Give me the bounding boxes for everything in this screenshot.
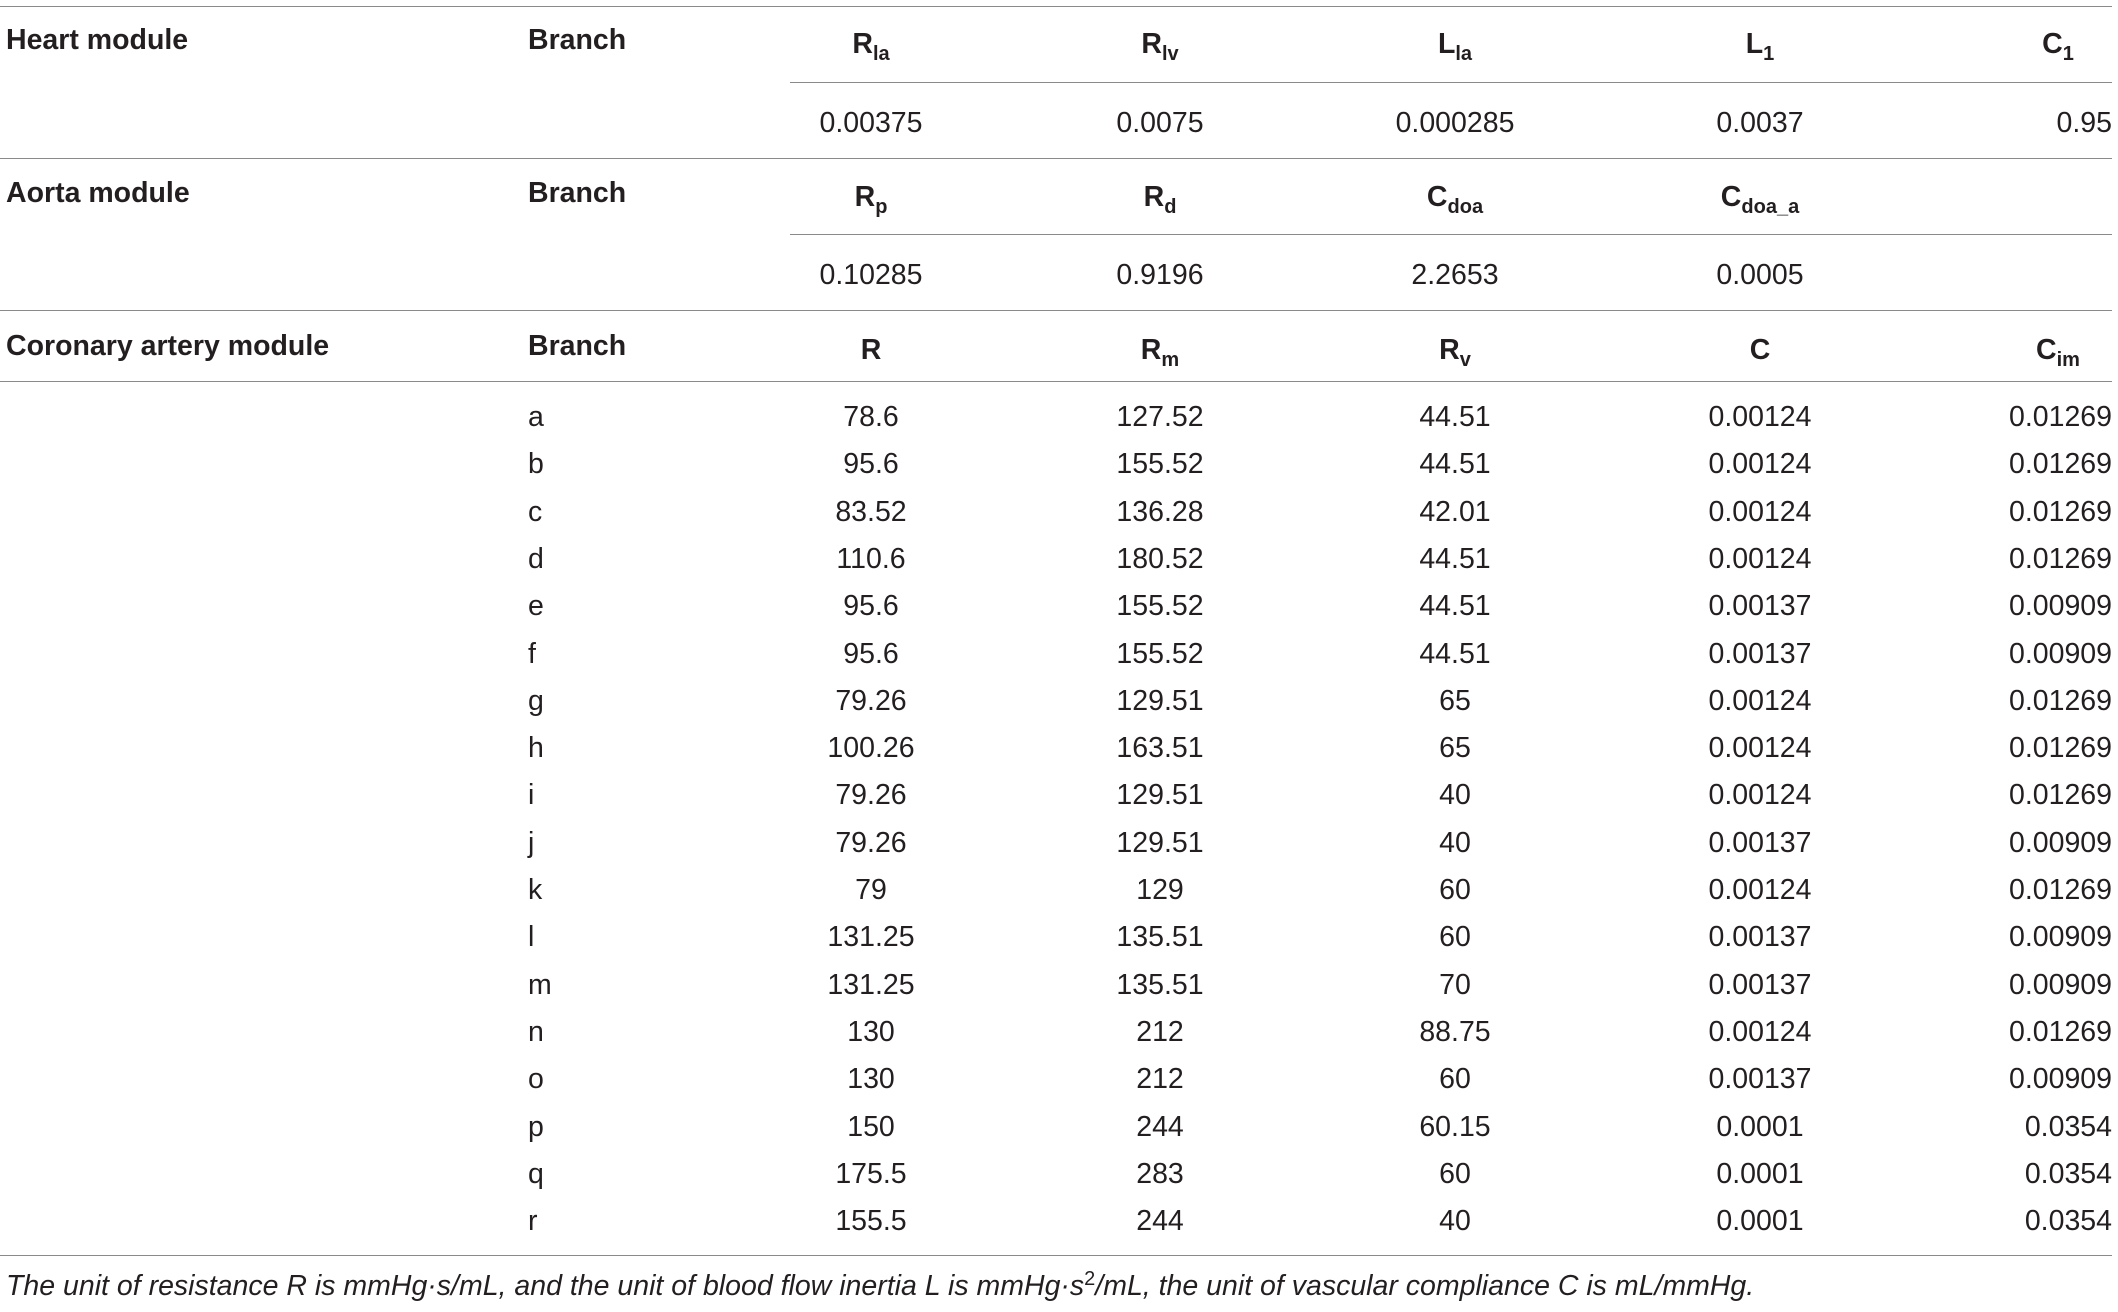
coronary-param-value: 0.01269 <box>2008 543 2112 575</box>
coronary-param-value: 130 <box>847 1063 895 1095</box>
coronary-branch-label: q <box>528 1158 544 1190</box>
coronary-param-value: 131.25 <box>827 921 915 953</box>
coronary-param-value: 44.51 <box>1419 590 1491 622</box>
coronary-param-value: 135.51 <box>1116 969 1204 1001</box>
coronary-param-header <box>2036 333 2080 371</box>
coronary-param-value: 129.51 <box>1116 827 1204 859</box>
coronary-branch-label: l <box>528 921 535 953</box>
heart-param-header-subscript: la <box>1455 43 1473 65</box>
coronary-branch-header: Branch <box>528 330 627 362</box>
coronary-param-header-symbol: C <box>1749 334 1771 366</box>
coronary-param-value: 244 <box>1136 1205 1184 1237</box>
aorta-param-value: 2.2653 <box>1411 259 1499 291</box>
coronary-param-value: 0.01269 <box>2008 448 2112 480</box>
coronary-param-value: 100.26 <box>827 732 915 764</box>
coronary-param-value: 0.00909 <box>2008 827 2112 859</box>
coronary-param-value: 0.00124 <box>1708 874 1812 906</box>
table-footnote <box>6 1269 1754 1303</box>
coronary-param-header-symbol: C <box>2036 334 2057 366</box>
heart-header-rule <box>790 82 2112 83</box>
coronary-param-header-subscript: im <box>2056 349 2080 371</box>
table-top-rule <box>0 6 2112 7</box>
coronary-param-value: 0.00124 <box>1708 543 1812 575</box>
coronary-param-value: 0.00909 <box>2008 921 2112 953</box>
coronary-param-value: 0.00137 <box>1708 638 1812 670</box>
coronary-param-value: 60 <box>1439 1063 1471 1095</box>
footnote-text-1: The unit of resistance R is mmHg·s/mL, and the unit of blood flow inertia L is mmHg·s <box>6 1270 1085 1302</box>
aorta-param-header <box>1143 180 1177 218</box>
heart-param-value: 0.95 <box>2056 107 2112 139</box>
heart-section-rule <box>0 158 2112 159</box>
aorta-section-rule <box>0 310 2112 311</box>
coronary-branch-label: g <box>528 685 544 717</box>
coronary-param-header-subscript: v <box>1459 349 1471 371</box>
coronary-branch-label: a <box>528 401 544 433</box>
coronary-param-value: 0.01269 <box>2008 1016 2112 1048</box>
coronary-param-value: 0.00909 <box>2008 638 2112 670</box>
coronary-param-value: 88.75 <box>1419 1016 1491 1048</box>
coronary-param-value: 79 <box>855 874 887 906</box>
coronary-param-value: 0.00137 <box>1708 590 1812 622</box>
coronary-branch-label: f <box>528 638 536 670</box>
heart-param-header-symbol: L <box>1745 28 1764 60</box>
aorta-param-header-subscript: d <box>1164 196 1177 218</box>
aorta-param-value: 0.10285 <box>819 259 923 291</box>
coronary-param-value: 110.6 <box>836 543 906 575</box>
aorta-param-header-symbol: C <box>1720 181 1742 213</box>
coronary-branch-label: b <box>528 448 544 480</box>
heart-param-header <box>852 27 890 65</box>
coronary-param-value: 180.52 <box>1116 543 1204 575</box>
coronary-param-header <box>861 333 882 367</box>
heart-param-value: 0.0037 <box>1716 107 1804 139</box>
coronary-branch-label: i <box>528 779 535 811</box>
coronary-param-value: 70 <box>1439 969 1471 1001</box>
aorta-param-value: 0.9196 <box>1116 259 1204 291</box>
coronary-param-value: 0.00137 <box>1708 827 1812 859</box>
coronary-param-value: 0.0001 <box>1716 1158 1804 1190</box>
coronary-param-value: 0.00124 <box>1708 401 1812 433</box>
footnote-superscript: 2 <box>1084 1268 1096 1290</box>
coronary-param-header <box>1140 333 1180 371</box>
coronary-branch-label: c <box>528 496 543 528</box>
heart-param-header-subscript: lv <box>1161 43 1179 65</box>
heart-param-header-subscript: la <box>872 43 890 65</box>
aorta-param-header-symbol: R <box>1143 181 1165 213</box>
coronary-branch-label: e <box>528 590 544 622</box>
coronary-param-header <box>1439 333 1471 371</box>
heart-param-header-symbol: C <box>2042 28 2063 60</box>
coronary-param-value: 0.01269 <box>2008 685 2112 717</box>
coronary-param-value: 212 <box>1136 1063 1184 1095</box>
coronary-param-value: 79.26 <box>835 779 907 811</box>
coronary-header-rule <box>0 381 2112 382</box>
coronary-param-value: 0.0354 <box>2024 1158 2112 1190</box>
heart-branch-header: Branch <box>528 24 627 56</box>
coronary-param-value: 40 <box>1439 779 1471 811</box>
coronary-param-value: 0.0001 <box>1716 1111 1804 1143</box>
coronary-param-value: 129.51 <box>1116 685 1204 717</box>
heart-param-header-subscript: 1 <box>2062 43 2074 65</box>
coronary-param-value: 0.0354 <box>2024 1111 2112 1143</box>
coronary-param-value: 95.6 <box>843 448 899 480</box>
coronary-param-value: 44.51 <box>1419 401 1491 433</box>
coronary-param-value: 212 <box>1136 1016 1184 1048</box>
coronary-param-value: 283 <box>1136 1158 1184 1190</box>
aorta-param-header-subscript: doa_a <box>1741 196 1800 218</box>
coronary-param-value: 79.26 <box>835 685 907 717</box>
heart-param-header-symbol: L <box>1437 28 1456 60</box>
coronary-param-value: 0.00124 <box>1708 448 1812 480</box>
coronary-param-value: 0.00909 <box>2008 969 2112 1001</box>
coronary-branch-label: p <box>528 1111 544 1143</box>
coronary-param-header-symbol: R <box>1140 334 1162 366</box>
coronary-param-value: 130 <box>847 1016 895 1048</box>
coronary-param-value: 95.6 <box>843 638 899 670</box>
coronary-param-value: 155.52 <box>1116 590 1204 622</box>
heart-param-header <box>1745 27 1775 65</box>
aorta-param-header <box>854 180 888 218</box>
heart-module-title: Heart module <box>6 24 189 56</box>
coronary-param-value: 0.00124 <box>1708 779 1812 811</box>
coronary-branch-label: o <box>528 1063 544 1095</box>
coronary-param-value: 0.00137 <box>1708 921 1812 953</box>
heart-param-value: 0.0075 <box>1116 107 1204 139</box>
aorta-param-header <box>1426 180 1484 218</box>
heart-param-header <box>2042 27 2074 65</box>
coronary-param-header-symbol: R <box>860 334 882 366</box>
coronary-param-value: 155.52 <box>1116 448 1204 480</box>
coronary-param-value: 131.25 <box>827 969 915 1001</box>
coronary-param-header-subscript: m <box>1161 349 1180 371</box>
table-bottom-rule <box>0 1255 2112 1256</box>
aorta-param-header-symbol: C <box>1426 181 1448 213</box>
coronary-param-value: 129 <box>1136 874 1184 906</box>
coronary-param-value: 65 <box>1439 732 1471 764</box>
coronary-param-value: 60 <box>1439 874 1471 906</box>
coronary-param-value: 0.00124 <box>1708 1016 1812 1048</box>
coronary-param-value: 0.01269 <box>2008 874 2112 906</box>
footnote-text-2: /mL, the unit of vascular compliance C is mL/mmHg. <box>1095 1270 1755 1302</box>
coronary-param-header-symbol: R <box>1439 334 1460 366</box>
coronary-branch-label: h <box>528 732 544 764</box>
aorta-branch-header: Branch <box>528 177 627 209</box>
heart-param-header-symbol: R <box>1141 28 1162 60</box>
coronary-branch-label: d <box>528 543 544 575</box>
coronary-branch-label: r <box>528 1205 538 1237</box>
coronary-param-value: 150 <box>847 1111 895 1143</box>
coronary-param-value: 0.00137 <box>1708 1063 1812 1095</box>
coronary-param-value: 42.01 <box>1419 496 1491 528</box>
coronary-param-value: 129.51 <box>1116 779 1204 811</box>
coronary-param-value: 127.52 <box>1116 401 1204 433</box>
coronary-branch-label: j <box>528 827 535 859</box>
coronary-param-value: 0.01269 <box>2008 732 2112 764</box>
heart-param-header-subscript: 1 <box>1763 43 1775 65</box>
aorta-module-title: Aorta module <box>6 177 190 209</box>
coronary-param-value: 78.6 <box>843 401 899 433</box>
coronary-param-value: 60.15 <box>1419 1111 1491 1143</box>
coronary-param-value: 0.0354 <box>2024 1205 2112 1237</box>
coronary-branch-label: k <box>528 874 543 906</box>
heart-param-header <box>1437 27 1473 65</box>
coronary-param-value: 0.00124 <box>1708 685 1812 717</box>
aorta-header-rule <box>790 234 2112 235</box>
coronary-param-value: 163.51 <box>1116 732 1204 764</box>
heart-param-header <box>1141 27 1179 65</box>
coronary-param-value: 40 <box>1439 1205 1471 1237</box>
coronary-param-value: 0.01269 <box>2008 496 2112 528</box>
coronary-branch-label: m <box>528 969 552 1001</box>
coronary-param-value: 65 <box>1439 685 1471 717</box>
coronary-param-value: 0.00909 <box>2008 590 2112 622</box>
coronary-param-header <box>1750 333 1771 367</box>
coronary-param-value: 83.52 <box>835 496 907 528</box>
coronary-param-value: 40 <box>1439 827 1471 859</box>
coronary-param-value: 0.00124 <box>1708 732 1812 764</box>
coronary-param-value: 44.51 <box>1419 638 1491 670</box>
aorta-param-header-symbol: R <box>854 181 876 213</box>
coronary-param-value: 44.51 <box>1419 448 1491 480</box>
coronary-param-value: 155.52 <box>1116 638 1204 670</box>
heart-param-value: 0.00375 <box>819 107 923 139</box>
coronary-param-value: 79.26 <box>835 827 907 859</box>
coronary-module-title: Coronary artery module <box>6 330 330 362</box>
coronary-param-value: 60 <box>1439 921 1471 953</box>
coronary-param-value: 0.0001 <box>1716 1205 1804 1237</box>
aorta-param-value: 0.0005 <box>1716 259 1804 291</box>
coronary-param-value: 155.5 <box>835 1205 907 1237</box>
coronary-param-value: 0.00909 <box>2008 1063 2112 1095</box>
heart-param-value: 0.000285 <box>1395 107 1515 139</box>
coronary-param-value: 244 <box>1136 1111 1184 1143</box>
heart-param-header-symbol: R <box>852 28 873 60</box>
aorta-param-header-subscript: p <box>875 196 888 218</box>
coronary-param-value: 0.01269 <box>2008 401 2112 433</box>
aorta-param-header-subscript: doa <box>1447 196 1484 218</box>
coronary-param-value: 175.5 <box>835 1158 907 1190</box>
coronary-param-value: 60 <box>1439 1158 1471 1190</box>
coronary-param-value: 0.00124 <box>1708 496 1812 528</box>
coronary-param-value: 135.51 <box>1116 921 1204 953</box>
coronary-param-value: 95.6 <box>843 590 899 622</box>
coronary-param-value: 44.51 <box>1419 543 1491 575</box>
coronary-param-value: 0.00137 <box>1708 969 1812 1001</box>
coronary-param-value: 0.01269 <box>2008 779 2112 811</box>
coronary-branch-label: n <box>528 1016 544 1048</box>
aorta-param-header <box>1720 180 1800 218</box>
coronary-param-value: 136.28 <box>1116 496 1204 528</box>
